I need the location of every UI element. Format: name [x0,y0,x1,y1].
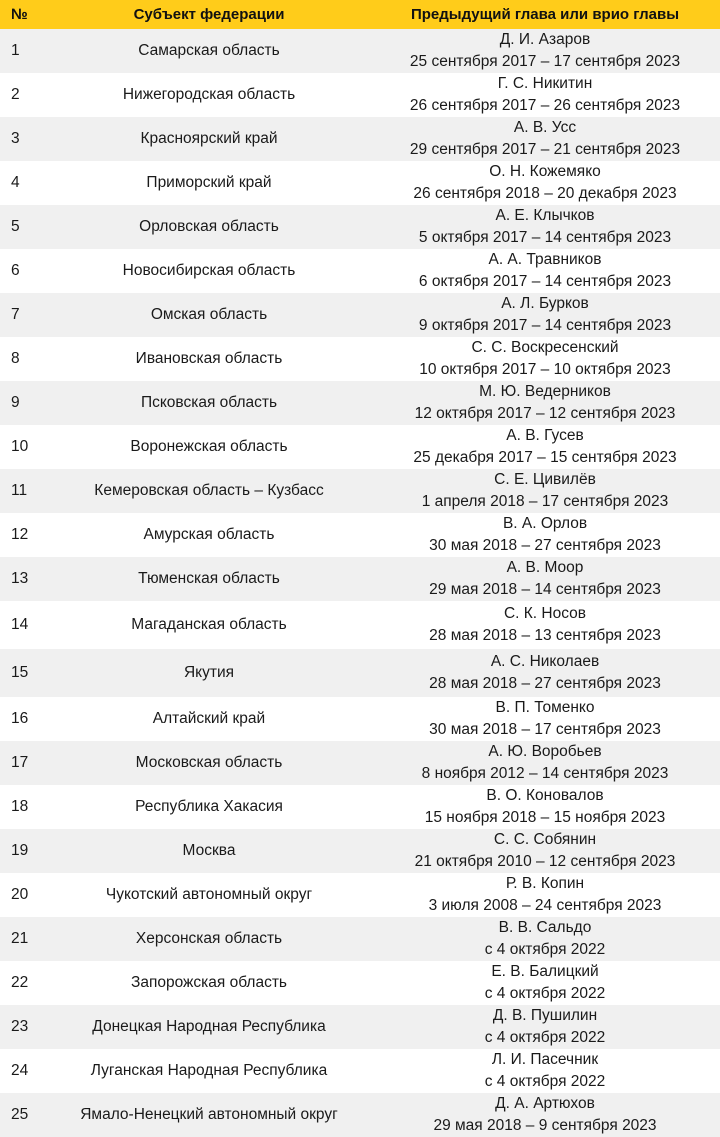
head-term: 28 мая 2018 – 27 сентября 2023 [429,675,661,692]
row-number: 15 [11,664,29,681]
row-previous-head [370,917,720,961]
row-number: 11 [11,482,28,499]
head-name: В. А. Орлов [502,515,588,532]
table-row [0,425,720,469]
row-subject: Псковская область [140,394,278,411]
head-name: Д. И. Азаров [499,31,591,48]
table-row [0,73,720,117]
table-row [0,469,720,513]
row-subject: Луганская Народная Республика [90,1062,328,1079]
row-previous-head [370,651,720,695]
row-subject: Ямало-Ненецкий автономный округ [80,1106,338,1123]
head-term: с 4 октября 2022 [484,985,606,1002]
row-previous-head [370,829,720,873]
head-name: Л. И. Пасечник [491,1051,599,1068]
head-term: 29 сентября 2017 – 21 сентября 2023 [409,141,681,158]
row-number: 17 [11,754,29,771]
row-number: 9 [11,394,20,411]
table-row [0,293,720,337]
table-row [0,785,720,829]
row-previous-head [370,425,720,469]
table-row [0,513,720,557]
row-subject: Нижегородская область [122,86,296,103]
head-term: с 4 октября 2022 [484,1029,606,1046]
head-term: 25 сентября 2017 – 17 сентября 2023 [409,53,681,70]
head-name: С. Е. Цивилёв [494,471,596,488]
row-number: 5 [11,218,20,235]
row-number: 7 [11,306,20,323]
row-previous-head [370,381,720,425]
row-subject: Самарская область [138,42,280,59]
row-subject: Амурская область [143,526,275,543]
table-row [0,741,720,785]
row-previous-head [370,161,720,205]
table-row [0,249,720,293]
row-previous-head [370,697,720,741]
head-term: 26 сентября 2018 – 20 декабря 2023 [413,185,677,202]
row-previous-head [370,249,720,293]
head-name: А. Ю. Воробьев [488,743,602,760]
head-name: А. С. Николаев [490,653,600,670]
row-previous-head [370,513,720,557]
row-previous-head [370,1005,720,1049]
head-term: 3 июля 2008 – 24 сентября 2023 [428,897,662,914]
row-previous-head [370,603,720,647]
head-name: А. Е. Клычков [495,207,595,224]
table-row [0,117,720,161]
row-previous-head [370,293,720,337]
head-term: 21 октября 2010 – 12 сентября 2023 [414,853,676,870]
head-term: 10 октября 2017 – 10 октября 2023 [419,361,671,378]
row-number: 25 [11,1106,29,1123]
table-row [0,161,720,205]
row-previous-head [370,785,720,829]
head-name: М. Ю. Ведерников [479,383,611,400]
head-name: А. А. Травников [488,251,602,268]
head-term: 6 октября 2017 – 14 сентября 2023 [418,273,672,290]
table-body [0,29,720,1137]
head-name: О. Н. Кожемяко [489,163,601,180]
head-name: В. В. Сальдо [498,919,592,936]
row-subject: Москва [182,842,236,859]
table-row [0,829,720,873]
row-number: 12 [11,526,29,543]
row-previous-head [370,469,720,513]
table-row [0,1049,720,1093]
row-previous-head [370,961,720,1005]
row-subject: Чукотский автономный округ [105,886,313,903]
table-row [0,381,720,425]
row-previous-head [370,337,720,381]
header-subject: Субъект федерации [133,6,285,23]
row-number: 10 [11,438,29,455]
row-previous-head [370,73,720,117]
head-term: 26 сентября 2017 – 26 сентября 2023 [409,97,681,114]
table-row [0,337,720,381]
row-number: 4 [11,174,20,191]
row-subject: Республика Хакасия [135,798,283,815]
header-previous-head: Предыдущий глава или врио главы [410,6,680,23]
row-subject: Тюменская область [138,570,280,587]
row-number: 20 [11,886,29,903]
row-number: 2 [11,86,20,103]
table-row [0,601,720,649]
table-row [0,29,720,73]
head-name: С. С. Собянин [493,831,597,848]
row-previous-head [370,117,720,161]
head-term: 25 декабря 2017 – 15 сентября 2023 [413,449,677,466]
head-term: 1 апреля 2018 – 17 сентября 2023 [421,493,669,510]
row-subject: Красноярский край [140,130,278,147]
head-name: А. В. Моор [506,559,584,576]
row-subject: Магаданская область [131,616,287,633]
table-row [0,649,720,697]
head-term: 29 мая 2018 – 14 сентября 2023 [429,581,661,598]
head-name: Г. С. Никитин [497,75,593,92]
row-number: 23 [11,1018,29,1035]
row-previous-head [370,557,720,601]
table-row [0,917,720,961]
head-term: 28 мая 2018 – 13 сентября 2023 [429,627,661,644]
table-row [0,697,720,741]
table-row [0,1093,720,1137]
row-subject: Московская область [135,754,283,771]
row-subject: Якутия [183,664,235,681]
header-number: № [11,6,28,23]
table-row [0,205,720,249]
head-name: В. О. Коновалов [486,787,604,804]
row-subject: Приморский край [146,174,272,191]
row-number: 8 [11,350,20,367]
head-term: с 4 октября 2022 [484,1073,606,1090]
head-term: 30 мая 2018 – 27 сентября 2023 [429,537,661,554]
row-number: 1 [11,42,20,59]
head-term: 15 ноября 2018 – 15 ноября 2023 [424,809,666,826]
row-subject: Орловская область [139,218,279,235]
table-row [0,1005,720,1049]
table-header-row [0,0,720,29]
row-previous-head [370,1049,720,1093]
head-term: 29 мая 2018 – 9 сентября 2023 [433,1117,657,1134]
row-subject: Херсонская область [135,930,283,947]
table-row [0,961,720,1005]
row-number: 3 [11,130,20,147]
row-subject: Донецкая Народная Республика [92,1018,326,1035]
row-subject: Воронежская область [130,438,288,455]
row-number: 18 [11,798,29,815]
head-name: В. П. Томенко [495,699,595,716]
row-subject: Кемеровская область – Кузбасс [94,482,324,499]
head-name: Д. А. Артюхов [495,1095,595,1112]
head-term: 12 октября 2017 – 12 сентября 2023 [414,405,676,422]
row-subject: Новосибирская область [122,262,296,279]
table-row [0,873,720,917]
head-term: 30 мая 2018 – 17 сентября 2023 [429,721,661,738]
row-number: 14 [11,616,29,633]
head-name: Д. В. Пушилин [492,1007,598,1024]
row-previous-head [370,1093,720,1137]
row-number: 19 [11,842,29,859]
head-term: 9 октября 2017 – 14 сентября 2023 [418,317,672,334]
head-term: с 4 октября 2022 [484,941,606,958]
row-number: 16 [11,710,29,727]
head-name: А. В. Гусев [506,427,584,444]
head-name: С. С. Воскресенский [471,339,619,356]
row-number: 21 [11,930,29,947]
row-subject: Алтайский край [152,710,266,727]
row-number: 22 [11,974,29,991]
row-number: 6 [11,262,20,279]
row-previous-head [370,205,720,249]
row-previous-head [370,29,720,73]
head-name: Е. В. Балицкий [491,963,599,980]
row-previous-head [370,741,720,785]
row-previous-head [370,873,720,917]
head-name: Р. В. Копин [505,875,585,892]
head-name: С. К. Носов [503,605,587,622]
head-name: А. В. Усс [513,119,577,136]
table-row [0,557,720,601]
row-subject: Запорожская область [130,974,287,991]
head-term: 8 ноября 2012 – 14 сентября 2023 [421,765,669,782]
head-name: А. Л. Бурков [501,295,589,312]
row-subject: Омская область [150,306,268,323]
row-number: 24 [11,1062,29,1079]
head-term: 5 октября 2017 – 14 сентября 2023 [418,229,672,246]
row-subject: Ивановская область [135,350,283,367]
row-number: 13 [11,570,29,587]
